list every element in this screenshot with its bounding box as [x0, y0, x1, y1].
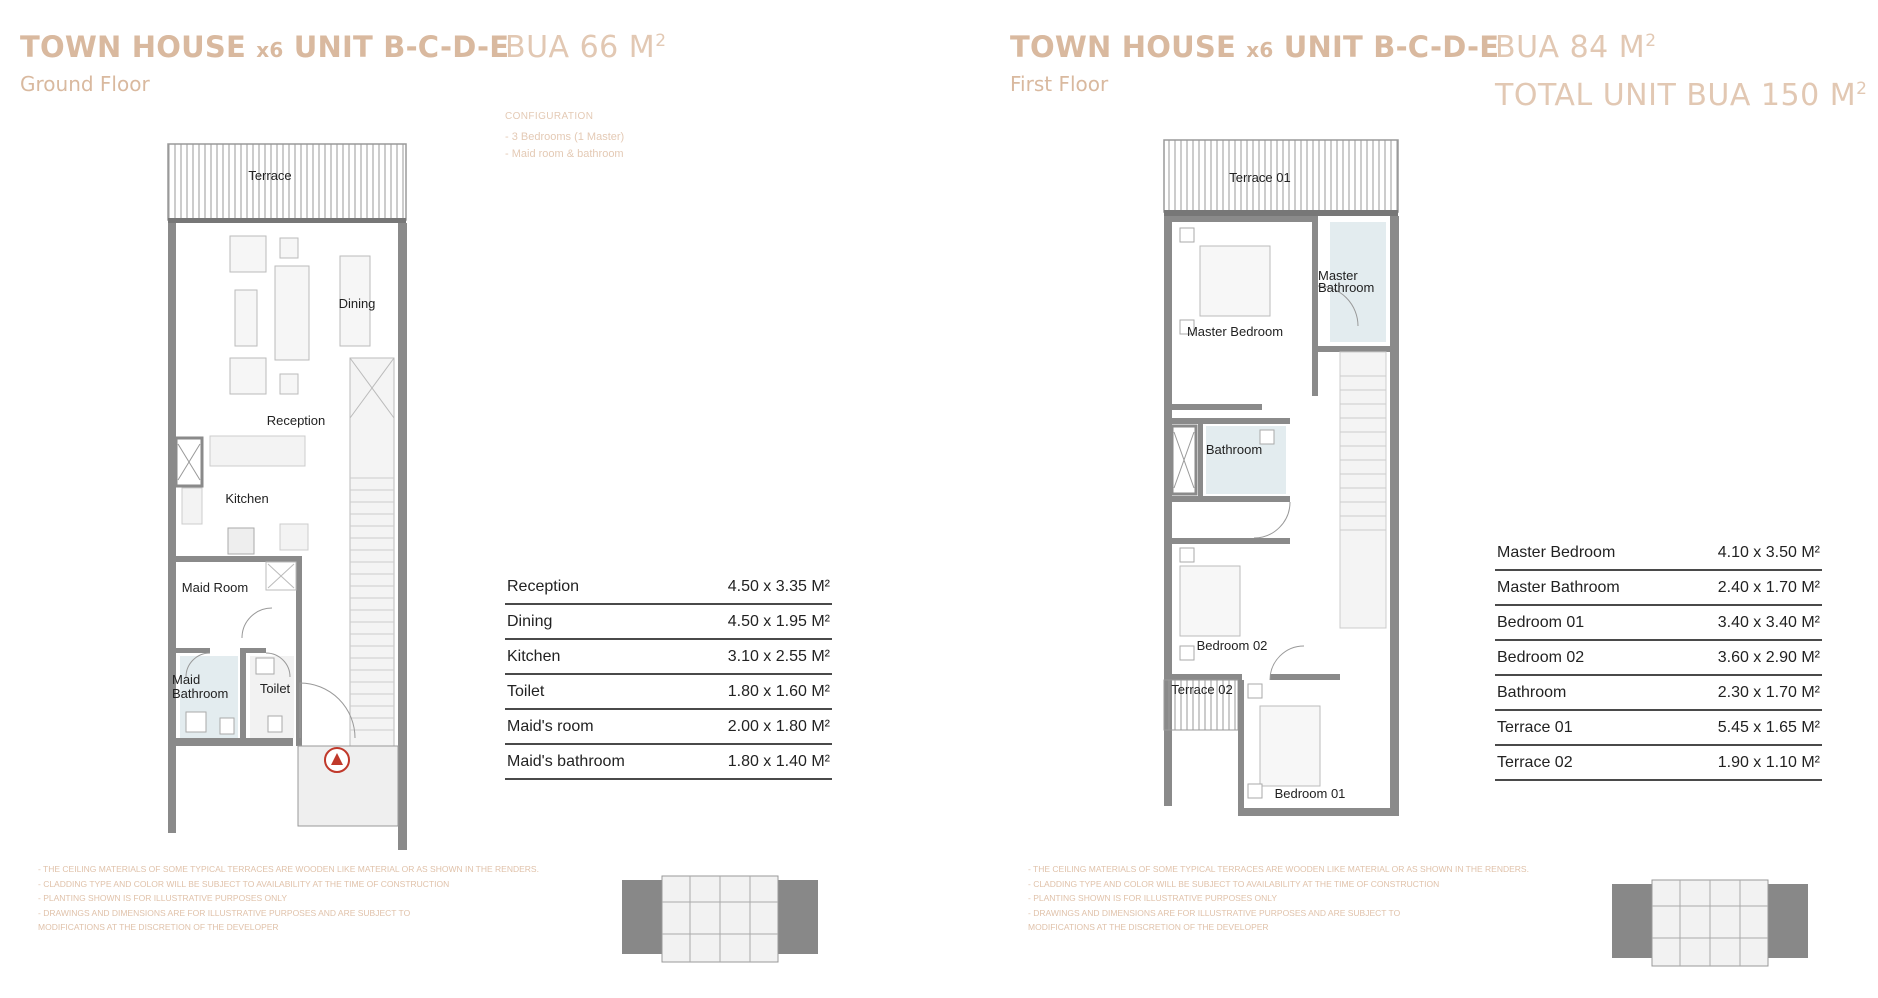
- dim-value: 4.10 x 3.50 M²: [1673, 536, 1822, 570]
- dim-value: 3.40 x 3.40 M²: [1673, 605, 1822, 640]
- dim-name: Kitchen: [505, 639, 680, 674]
- disclaimer-block: [1028, 862, 1529, 935]
- ground-floor-plan: [160, 138, 420, 850]
- table-row: [1495, 675, 1822, 710]
- disclaimer-line: MODIFICATIONS AT THE DISCRETION OF THE DEVELOPER: [38, 922, 279, 932]
- disclaimer-block: [38, 862, 539, 935]
- room-label-bedroom01: Bedroom 01: [1274, 786, 1346, 801]
- floor-label: Ground Floor: [20, 72, 150, 96]
- key-plan-thumbnail: [620, 872, 820, 966]
- disclaimer-line: - PLANTING SHOWN IS FOR ILLUSTRATIVE PURPOSES ONLY: [38, 893, 288, 903]
- room-label-master-bathroom-line1: Master: [1318, 268, 1358, 283]
- title-main: TOWN HOUSE: [20, 30, 246, 64]
- first-floor-dimensions-table: [1495, 536, 1822, 781]
- room-label-bathroom: Bathroom: [1205, 442, 1263, 457]
- table-row: [1495, 640, 1822, 675]
- disclaimer-line: - THE CEILING MATERIALS OF SOME TYPICAL TERRACES ARE WOODEN LIKE MATERIAL OR AS SHOWN IN THE RENDERS.: [1028, 864, 1529, 874]
- room-label-dining: Dining: [338, 296, 376, 311]
- table-row: [1495, 536, 1822, 570]
- title-multiplier: x6: [1246, 38, 1274, 62]
- disclaimer-line: - DRAWINGS AND DIMENSIONS ARE FOR ILLUSTRATIVE PURPOSES AND ARE SUBJECT TO: [1028, 907, 1401, 918]
- disclaimer-line: - THE CEILING MATERIALS OF SOME TYPICAL TERRACES ARE WOODEN LIKE MATERIAL OR AS SHOWN IN THE RENDERS.: [38, 864, 539, 874]
- dim-value: 1.90 x 1.10 M²: [1673, 745, 1822, 780]
- dim-value: 5.45 x 1.65 M²: [1673, 710, 1822, 745]
- bua-text: BUA 66 M: [505, 30, 656, 65]
- total-text: TOTAL UNIT BUA 150 M: [1495, 78, 1857, 113]
- bua-value: [1495, 30, 1657, 65]
- disclaimer-line: - CLADDING TYPE AND COLOR WILL BE SUBJECT TO AVAILABILITY AT THE TIME OF CONSTRUCTION: [38, 878, 450, 889]
- dim-name: Reception: [505, 570, 680, 604]
- room-label-terrace02: Terrace 02: [1171, 682, 1233, 697]
- first-floor-plan: [1160, 136, 1410, 826]
- table-row: [505, 570, 832, 604]
- total-bua-value: [1495, 78, 1867, 113]
- room-label-maid-bathroom-line1: Maid: [172, 672, 201, 687]
- dim-name: Master Bedroom: [1495, 536, 1673, 570]
- dim-value: 3.10 x 2.55 M²: [680, 639, 832, 674]
- table-row: [505, 744, 832, 779]
- dim-name: Maid's bathroom: [505, 744, 680, 779]
- dim-name: Maid's room: [505, 709, 680, 744]
- dim-value: 2.40 x 1.70 M²: [1673, 570, 1822, 605]
- configuration-block: [505, 108, 624, 163]
- floor-label: First Floor: [1010, 72, 1109, 96]
- room-label-kitchen: Kitchen: [225, 491, 269, 506]
- dim-value: 2.00 x 1.80 M²: [680, 709, 832, 744]
- dim-name: Terrace 01: [1495, 710, 1673, 745]
- first-floor-page: [1000, 0, 1878, 998]
- dim-value: 3.60 x 2.90 M²: [1673, 640, 1822, 675]
- room-label-maid-bathroom-line2: Bathroom: [172, 686, 229, 701]
- table-row: [1495, 710, 1822, 745]
- dim-value: 2.30 x 1.70 M²: [1673, 675, 1822, 710]
- ground-floor-dimensions-table: [505, 570, 832, 780]
- room-label-master-bathroom-line2: Bathroom: [1318, 280, 1375, 295]
- dim-value: 4.50 x 1.95 M²: [680, 604, 832, 639]
- dim-name: Master Bathroom: [1495, 570, 1673, 605]
- disclaimer-line: MODIFICATIONS AT THE DISCRETION OF THE DEVELOPER: [1028, 922, 1269, 932]
- disclaimer-line: - DRAWINGS AND DIMENSIONS ARE FOR ILLUSTRATIVE PURPOSES AND ARE SUBJECT TO: [38, 907, 411, 918]
- table-row: [1495, 570, 1822, 605]
- room-label-master-bedroom: Master Bedroom: [1186, 324, 1284, 339]
- dim-name: Bedroom 01: [1495, 605, 1673, 640]
- bua-text: BUA 84 M: [1495, 30, 1646, 65]
- table-row: [505, 604, 832, 639]
- title-unit: UNIT B-C-D-E: [293, 30, 510, 64]
- dim-value: 1.80 x 1.40 M²: [680, 744, 832, 779]
- bua-sup: 2: [1645, 31, 1657, 51]
- dim-name: Bedroom 02: [1495, 640, 1673, 675]
- dim-name: Terrace 02: [1495, 745, 1673, 780]
- bua-sup: 2: [655, 31, 667, 51]
- room-label-toilet: Toilet: [259, 681, 291, 696]
- title-main: TOWN HOUSE: [1010, 30, 1236, 64]
- configuration-item: - 3 Bedrooms (1 Master): [505, 131, 625, 143]
- dim-name: Toilet: [505, 674, 680, 709]
- room-label-bedroom02: Bedroom 02: [1196, 638, 1268, 653]
- dim-value: 4.50 x 3.35 M²: [680, 570, 832, 604]
- configuration-item: - Maid room & bathroom: [505, 148, 624, 160]
- room-label-reception: Reception: [266, 413, 326, 428]
- bua-value: [505, 30, 667, 65]
- title-multiplier: x6: [256, 38, 284, 62]
- configuration-heading: CONFIGURATION: [505, 111, 594, 122]
- disclaimer-line: - CLADDING TYPE AND COLOR WILL BE SUBJECT TO AVAILABILITY AT THE TIME OF CONSTRUCTION: [1028, 878, 1440, 889]
- room-label-terrace01: Terrace 01: [1229, 170, 1291, 185]
- room-label-terrace: Terrace: [248, 168, 292, 183]
- dim-name: Dining: [505, 604, 680, 639]
- ground-floor-title: [20, 30, 509, 64]
- table-row: [1495, 605, 1822, 640]
- dim-value: 1.80 x 1.60 M²: [680, 674, 832, 709]
- table-row: [1495, 745, 1822, 780]
- first-floor-title: [1010, 30, 1499, 64]
- dim-name: Bathroom: [1495, 675, 1673, 710]
- title-unit: UNIT B-C-D-E: [1283, 30, 1500, 64]
- key-plan-thumbnail: [1610, 876, 1810, 970]
- total-sup: 2: [1856, 79, 1868, 99]
- table-row: [505, 709, 832, 744]
- room-label-maid-room: Maid Room: [181, 580, 249, 595]
- table-row: [505, 639, 832, 674]
- table-row: [505, 674, 832, 709]
- disclaimer-line: - PLANTING SHOWN IS FOR ILLUSTRATIVE PURPOSES ONLY: [1028, 893, 1278, 903]
